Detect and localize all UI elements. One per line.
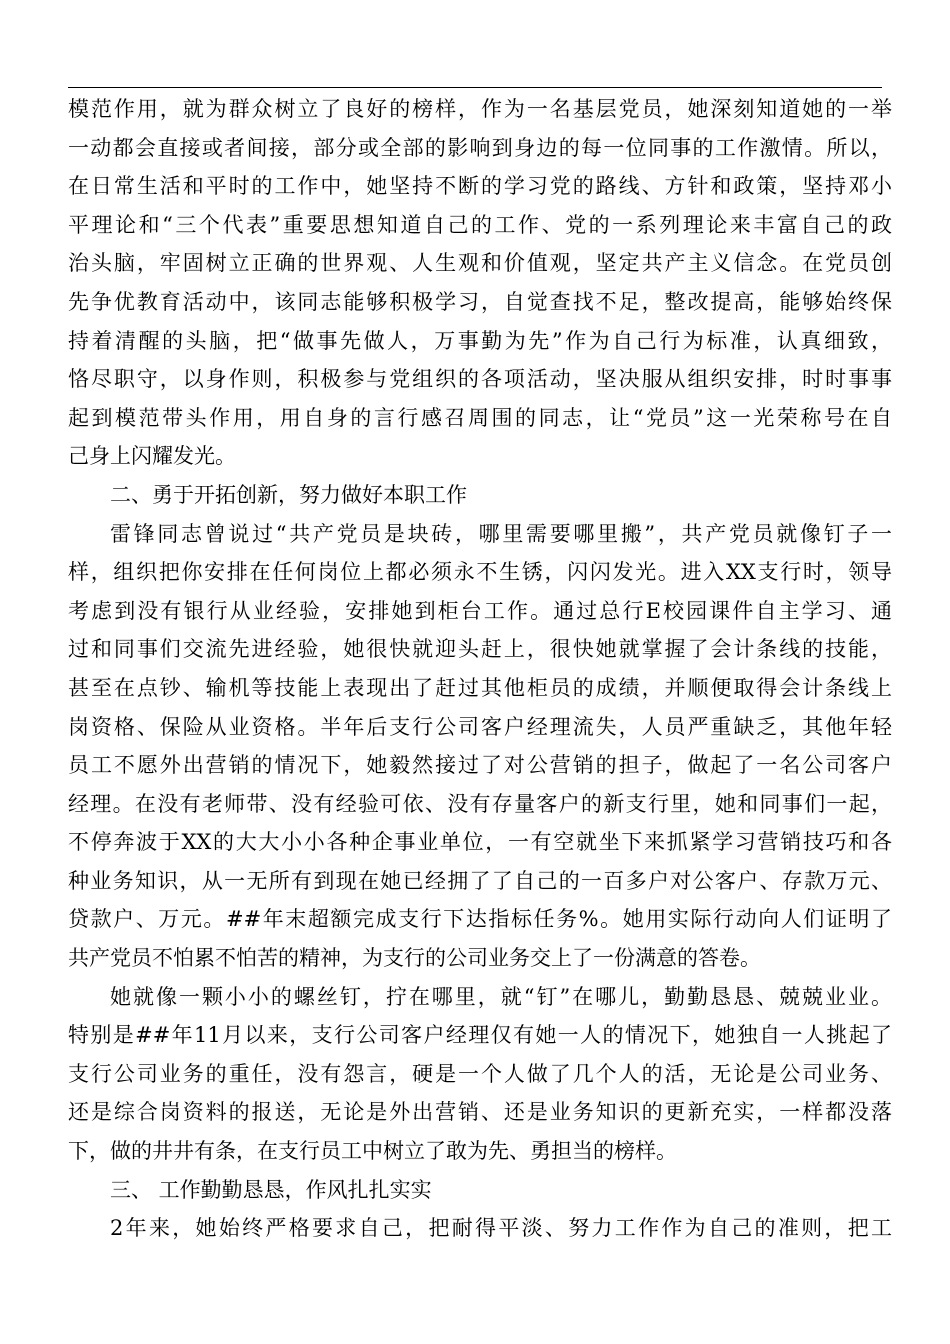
text-line: 起到模范带头作用，用自身的言行感召周围的同志，让“党员”这一光荣称号在自 [68,405,892,430]
text-line: 二、勇于开拓创新，努力做好本职工作 [110,482,467,507]
text-line: 持着清醒的头脑，把“做事先做人，万事勤为先”作为自己行为标准，认真细致， [68,328,892,353]
text-line: 己身上闪耀发光。 [68,444,236,469]
text-line: 一动都会直接或者间接，部分或全部的影响到身边的每一位同事的工作激情。所以， [68,135,892,160]
text-line: 甚至在点钞、输机等技能上表现出了赶过其他柜员的成绩，并顺便取得会计条线上 [68,675,892,700]
text-line: 模范作用，就为群众树立了良好的榜样，作为一名基层党员，她深刻知道她的一举 [68,97,892,121]
text-line: 支行公司业务的重任，没有怨言，硬是一个人做了几个人的活，无论是公司业务、 [68,1061,892,1086]
text-line: 共产党员不怕累不怕苦的精神，为支行的公司业务交上了一份满意的答卷。 [68,946,761,971]
text-line: 恪尽职守，以身作则，积极参与党组织的各项活动，坚决服从组织安排，时时事事 [68,367,892,392]
text-line: 三、 工作勤勤恳恳，作风扎扎实实 [110,1177,432,1202]
header-rule [68,87,882,88]
text-line: 在日常生活和平时的工作中，她坚持不断的学习党的路线、方针和政策，坚持邓小 [68,174,892,199]
text-line: 种业务知识，从一无所有到现在她已经拥了了自己的一百多户对公客户、存款万元、 [68,868,892,893]
text-line: 不停奔波于XX的大大小小各种企事业单位，一有空就坐下来抓紧学习营销技巧和各 [68,830,892,855]
text-line: 考虑到没有银行从业经验，安排她到柜台工作。通过总行E校园课件自主学习、通 [68,598,892,623]
text-line: 还是综合岗资料的报送，无论是外出营销、还是业务知识的更新充实，一样都没落 [68,1100,892,1125]
text-line: 治头脑，牢固树立正确的世界观、人生观和价值观，坚定共产主义信念。在党员创 [68,251,892,276]
text-line: 岗资格、保险从业资格。半年后支行公司客户经理流失，人员严重缺乏，其他年轻 [68,714,892,739]
text-line: 样，组织把你安排在任何岗位上都必须永不生锈，闪闪发光。进入XX支行时，领导 [68,560,892,585]
text-line: 先争优教育活动中，该同志能够积极学习，自觉查找不足，整改提高，能够始终保 [68,289,892,314]
text-line: 特别是##年11月以来，支行公司客户经理仅有她一人的情况下，她独自一人挑起了 [68,1023,892,1048]
document-body [68,90,892,1248]
text-line: 员工不愿外出营销的情况下，她毅然接过了对公营销的担子，做起了一名公司客户 [68,753,892,778]
text-line: 雷锋同志曾说过“共产党员是块砖，哪里需要哪里搬”，共产党员就像钉子一 [110,521,892,546]
text-line: 贷款户、万元。##年末超额完成支行下达指标任务%。她用实际行动向人们证明了 [68,907,892,932]
text-line: 下，做的井井有条，在支行员工中树立了敢为先、勇担当的榜样。 [68,1139,677,1164]
text-line: 平理论和“三个代表”重要思想知道自己的工作、党的一系列理论来丰富自己的政 [68,212,892,237]
text-line: 经理。在没有老师带、没有经验可依、没有存量客户的新支行里，她和同事们一起， [68,791,892,816]
text-line: 她就像一颗小小的螺丝钉，拧在哪里，就“钉”在哪儿，勤勤恳恳、兢兢业业。 [110,984,892,1009]
text-line: 2年来，她始终严格要求自己，把耐得平淡、努力工作作为自己的准则，把工 [110,1216,892,1241]
text-line: 过和同事们交流先进经验，她很快就迎头赶上，很快她就掌握了会计条线的技能， [68,637,892,662]
